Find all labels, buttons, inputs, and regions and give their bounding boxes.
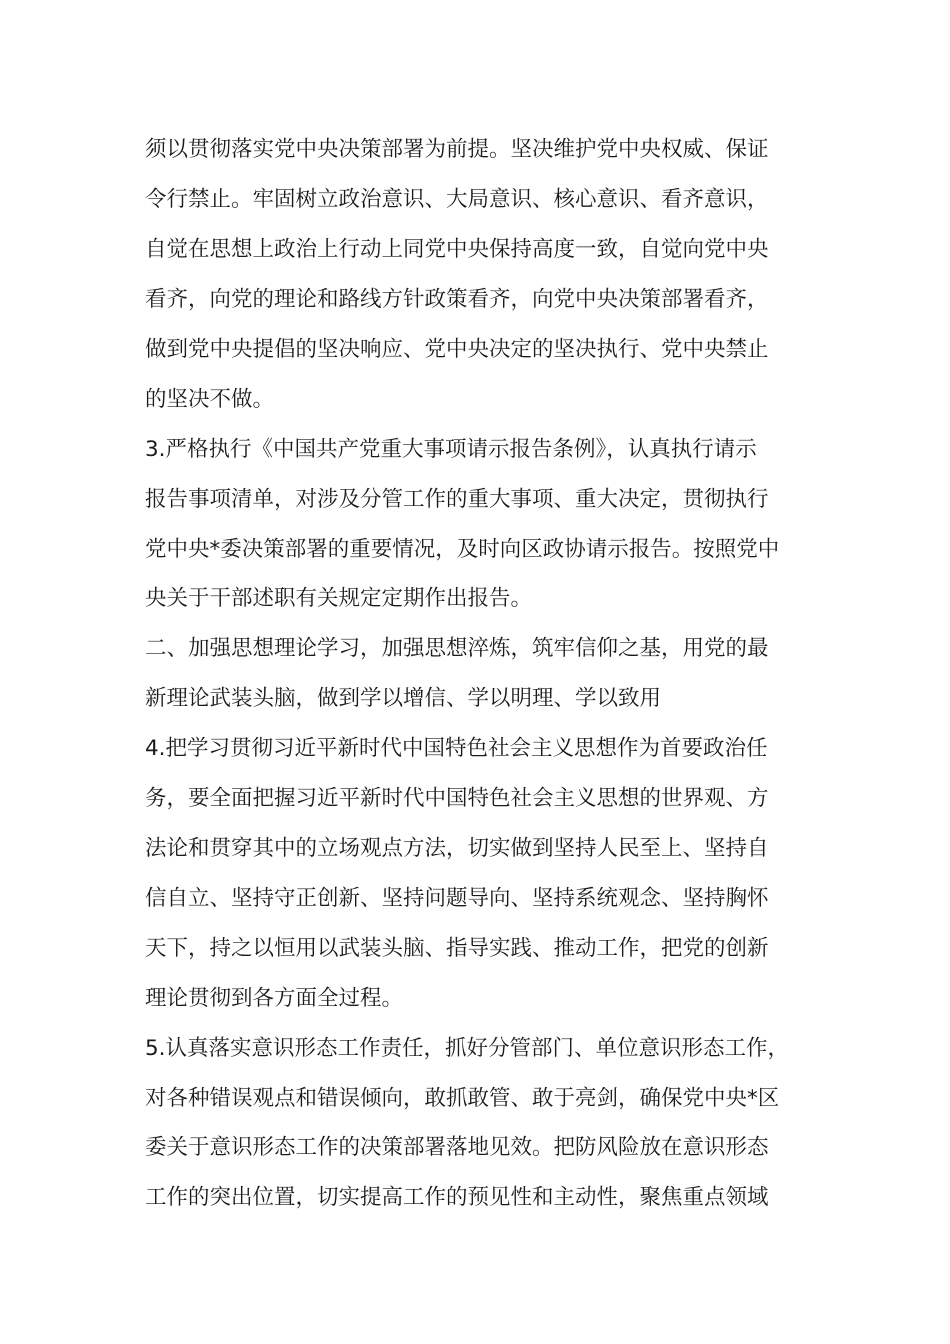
text-line: 对各种错误观点和错误倾向，敢抓敢管、敢于亮剑，确保党中央*区 [145, 1086, 780, 1111]
text-line: 的坚决不做。 [145, 387, 275, 412]
text-line: 委关于意识形态工作的决策部署落地见效。把防风险放在意识形态 [145, 1135, 769, 1160]
text-line: 理论贯彻到各方面全过程。 [145, 986, 404, 1011]
text-line: 须以贯彻落实党中央决策部署为前提。坚决维护党中央权威、保证 [145, 137, 769, 162]
text-line: 3.严格执行《中国共产党重大事项请示报告条例》，认真执行请示 [145, 437, 757, 462]
text-line: 看齐，向党的理论和路线方针政策看齐，向党中央决策部署看齐， [145, 287, 769, 312]
text-line: 报告事项清单，对涉及分管工作的重大事项、重大决定，贯彻执行 [145, 487, 769, 512]
text-line: 央关于干部述职有关规定定期作出报告。 [145, 586, 533, 611]
text-line: 信自立、坚持守正创新、坚持问题导向、坚持系统观念、坚持胸怀 [145, 886, 769, 911]
text-line: 法论和贯穿其中的立场观点方法，切实做到坚持人民至上、坚持自 [145, 836, 769, 861]
text-line: 天下，持之以恒用以武装头脑、指导实践、推动工作，把党的创新 [145, 936, 769, 961]
text-line: 务，要全面把握习近平新时代中国特色社会主义思想的世界观、方 [145, 786, 769, 811]
section-heading-line: 二、加强思想理论学习，加强思想淬炼，筑牢信仰之基，用党的最 [145, 636, 769, 661]
text-line: 做到党中央提倡的坚决响应、党中央决定的坚决执行、党中央禁止 [145, 337, 769, 362]
text-line: 令行禁止。牢固树立政治意识、大局意识、核心意识、看齐意识， [145, 187, 769, 212]
text-line: 党中央*委决策部署的重要情况，及时向区政协请示报告。按照党中 [145, 537, 780, 562]
text-line: 5.认真落实意识形态工作责任，抓好分管部门、单位意识形态工作， [145, 1036, 790, 1061]
text-line: 自觉在思想上政治上行动上同党中央保持高度一致，自觉向党中央 [145, 237, 769, 262]
text-line: 工作的突出位置，切实提高工作的预见性和主动性，聚焦重点领域 [145, 1185, 769, 1210]
section-heading-line: 新理论武装头脑，做到学以增信、学以明理、学以致用 [145, 686, 662, 711]
text-line: 4.把学习贯彻习近平新时代中国特色社会主义思想作为首要政治任 [145, 736, 768, 761]
